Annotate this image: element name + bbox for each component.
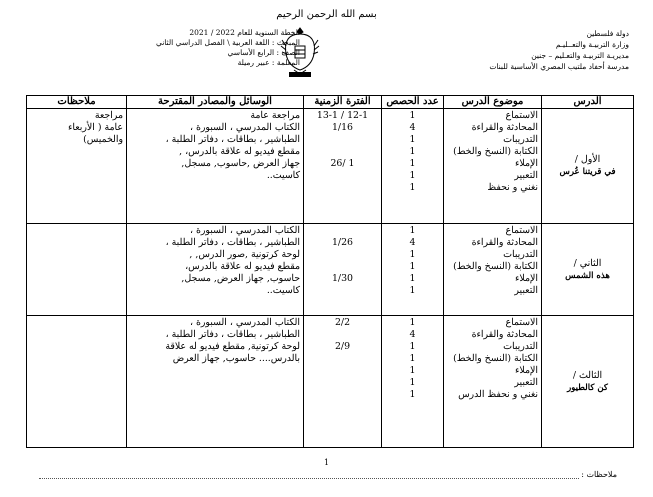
table-row <box>27 224 634 316</box>
count-line: 1 <box>409 377 416 388</box>
periods-cell <box>304 224 382 316</box>
periods-cell <box>304 316 382 448</box>
topics-cell <box>444 224 542 316</box>
topics-cell <box>444 109 542 224</box>
resource-line: كاسيت.. <box>266 285 300 296</box>
col-period-header: الفترة الزمنية <box>304 96 382 109</box>
period-line: 1/16 <box>331 122 354 133</box>
count-line: 1 <box>409 389 416 400</box>
resource-line: الطباشير ، بطاقات ، دفاتر الطلبة ، <box>165 134 300 145</box>
footer-notes-line <box>39 470 579 479</box>
count-line: 1 <box>409 182 416 193</box>
topic-line: التعبير <box>514 377 538 388</box>
period-line: 1/26 <box>331 237 354 248</box>
periods-cell <box>304 109 382 224</box>
page-number: 1 <box>323 458 330 467</box>
count-line: 1 <box>409 158 416 169</box>
topic-line: الكتابة (النسخ والخط) <box>453 261 538 272</box>
period-line <box>307 146 378 158</box>
count-line: 4 <box>409 237 416 248</box>
topic-line: الاستماع <box>505 317 538 328</box>
header-line: دولة فلسطين <box>586 29 629 38</box>
count-line: 1 <box>409 170 416 181</box>
resource-line: حاسوب, جهاز العرض, مسجل, <box>181 273 300 284</box>
period-line: 2/9 <box>334 341 351 352</box>
resources-cell <box>127 109 304 224</box>
lesson-number: الثاني / <box>573 257 602 269</box>
counts-cell <box>382 316 444 448</box>
topic-line: الإملاء <box>515 158 538 169</box>
lesson-title: في قريتنا عُرس <box>559 167 616 177</box>
resource-line: الكتاب المدرسي ، السبورة ، <box>189 122 300 133</box>
counts-cell <box>382 109 444 224</box>
header-line: المبحث : اللغة العربية \ الفصل الدراسي الثاني <box>155 38 300 47</box>
topic-line: المحادثة والقراءة <box>471 329 538 340</box>
resource-line: الطباشير ، بطاقات ، دفاتر الطلبة ، <box>165 329 300 340</box>
lesson-cell <box>542 109 634 224</box>
lesson-title: كن كالطيور <box>567 382 608 393</box>
topic-line: التعبير <box>514 285 538 296</box>
col-resources-header: الوسائل والمصادر المقترحة <box>127 96 304 109</box>
header-line: الخطة السنوية للعام 2022 / 2021 <box>189 28 300 37</box>
resource-line: جهاز العرض ,حاسوب, مسجل, <box>181 158 300 169</box>
note-line: عامة ( الأربعاء <box>68 122 123 133</box>
resource-line: الطباشير ، بطاقات ، دفاتر الطلبة ، <box>165 237 300 248</box>
footer-notes <box>39 470 617 479</box>
col-lesson-header: الدرس <box>542 96 634 109</box>
footer-notes-label: ملاحظات : <box>581 470 617 479</box>
topic-line: نغني و نحفظ الدرس <box>458 389 538 400</box>
resource-line: الكتاب المدرسي ، السبورة ، <box>189 225 300 236</box>
lesson-title: هذه الشمس <box>565 270 610 281</box>
period-line <box>307 134 378 146</box>
period-line: 12-1 / 13-1 <box>316 110 369 121</box>
resource-line: لوحة كرتونية ,صور الدرس, , <box>189 249 300 260</box>
notes-cell <box>27 224 127 316</box>
period-line: 2/2 <box>334 317 351 328</box>
topic-line: المحادثة والقراءة <box>471 122 538 133</box>
table-row <box>27 109 634 224</box>
count-line: 1 <box>409 146 416 157</box>
basmala: بسم الله الرحمن الرحيم <box>276 9 377 20</box>
period-line <box>307 329 378 341</box>
count-line: 4 <box>409 329 416 340</box>
resources-cell <box>127 316 304 448</box>
note-line: مراجعة <box>94 110 123 121</box>
count-line: 4 <box>409 122 416 133</box>
notes-cell <box>27 316 127 448</box>
period-line <box>307 225 378 237</box>
resource-line: مراجعة عامة <box>250 110 300 121</box>
header-school-info <box>429 28 629 72</box>
header-line: المعلمة : عبير رميلة <box>237 58 300 67</box>
topic-line: التدريبات <box>503 134 538 145</box>
count-line: 1 <box>409 273 416 284</box>
notes-cell <box>27 109 127 224</box>
header-line: وزارة التربيـة والتعــليـم <box>555 40 629 49</box>
topics-cell <box>444 316 542 448</box>
count-line: 1 <box>409 225 416 236</box>
topic-line: الإملاء <box>515 273 538 284</box>
topic-line: التدريبات <box>503 341 538 352</box>
resource-line: لوحة كرتونية, مقطع فيديو له علاقة <box>165 341 300 352</box>
col-topic-header: موضوع الدرس <box>444 96 542 109</box>
resource-line: بالدرس.... حاسوب, جهاز العرض <box>172 353 300 364</box>
resources-cell <box>127 224 304 316</box>
table-row <box>27 316 634 448</box>
topic-line: الاستماع <box>505 110 538 121</box>
lesson-cell <box>542 224 634 316</box>
resource-line: كاسيت.. <box>266 170 300 181</box>
topic-line: الكتابة (النسخ والخط) <box>453 146 538 157</box>
count-line: 1 <box>409 365 416 376</box>
count-line: 1 <box>409 285 416 296</box>
resource-line: مقطع فيديو له علاقة بالدرس، <box>185 261 300 272</box>
topic-line: المحادثة والقراءة <box>471 237 538 248</box>
count-line: 1 <box>409 317 416 328</box>
count-line: 1 <box>409 341 416 352</box>
count-line: 1 <box>409 110 416 121</box>
topic-line: التدريبات <box>503 249 538 260</box>
topic-line: الكتابة (النسخ والخط) <box>453 353 538 364</box>
header-line: مديريـة التربيـة والتعـليم – جنين <box>531 51 629 60</box>
lesson-number: الثالث / <box>572 369 603 381</box>
period-line <box>307 261 378 273</box>
topic-line: نغني و نحفظ <box>487 182 538 193</box>
col-notes-header: ملاحظات <box>27 96 127 109</box>
header-line: مدرسة أحفاد ملتيب المصري الأساسية للبنات <box>489 62 629 71</box>
lesson-cell <box>542 316 634 448</box>
header-line: الصف : الرابع الأساسي <box>227 48 300 57</box>
table-header-row <box>27 96 634 109</box>
header-plan-info <box>150 28 300 68</box>
topic-line: الإملاء <box>515 365 538 376</box>
annual-plan-table <box>26 95 634 448</box>
resource-line: مقطع فيديو له علاقة بالدرس، , <box>179 146 300 157</box>
period-line <box>307 249 378 261</box>
col-count-header: عدد الحصص <box>382 96 444 109</box>
count-line: 1 <box>409 249 416 260</box>
resource-line: الكتاب المدرسي ، السبورة ، <box>189 317 300 328</box>
count-line: 1 <box>409 134 416 145</box>
counts-cell <box>382 224 444 316</box>
topic-line: التعبير <box>514 170 538 181</box>
note-line: والخميس) <box>83 134 123 145</box>
period-line: 1/30 <box>331 273 354 284</box>
count-line: 1 <box>409 261 416 272</box>
count-line: 1 <box>409 353 416 364</box>
period-line: 1 /26 <box>330 158 355 169</box>
lesson-number: الأول / <box>574 154 601 165</box>
topic-line: الاستماع <box>505 225 538 236</box>
